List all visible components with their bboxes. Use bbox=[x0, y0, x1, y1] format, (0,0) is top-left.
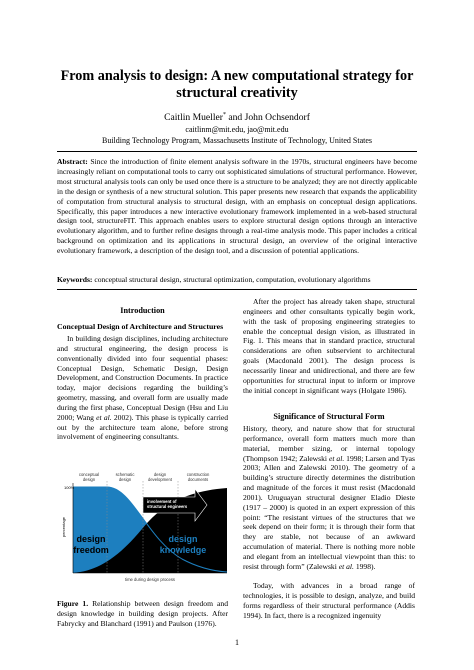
intro-text-a: In building design disciplines, including architecture and structural engineering, the design process is conventionally divided into four sequential phases: Conceptual Design, Schematic Design, Design Development, and Construction Documents. In practice today, major decisions regarding the building’s geometry, massing, and overall form are usually made during the first phase, Conceptual Design (Hsu and Liu 2000; Wang bbox=[57, 334, 228, 422]
design-freedom-label: design freedom bbox=[73, 534, 109, 555]
keywords-label: Keywords: bbox=[57, 275, 93, 284]
keywords bbox=[57, 275, 417, 285]
design-knowledge-label: design knowledge bbox=[159, 534, 207, 555]
caption-label: Figure 1. bbox=[57, 599, 89, 608]
affiliation: Building Technology Program, Massachusetts Institute of Technology, United States bbox=[101, 136, 373, 145]
author-footnote-mark: * bbox=[222, 112, 226, 118]
right-paragraph-2 bbox=[243, 424, 415, 572]
y-axis-label: percentage bbox=[61, 516, 66, 537]
intro-paragraph bbox=[57, 334, 228, 442]
top-rule bbox=[57, 151, 417, 152]
y-tick-100: 100% bbox=[64, 485, 75, 490]
phase-label-2: schematic design bbox=[115, 472, 135, 482]
author-emails: caitlinm@mit.edu, jao@mit.edu bbox=[185, 125, 289, 134]
p2-c: 1998). bbox=[353, 561, 376, 571]
p2-b: 1998; Larsen and Tyas 2003; Allen and Zalewski 2010). The geometry of a building’s structure directly determines the distribution and magnitude of the forces it must resist (Macdonald 2001). Uruguayan structural designer Eladio Dieste (1917 – 2000) is quoted in an expert expression of this point: “The resistant virtues of the structures that we seek depend on their form; it is through their form that they are stable, not because of an awkward accumulation of material. There is nothing more noble and elegant from an intellectual viewpoint than this: to resist through form” (Zalewski bbox=[243, 453, 416, 571]
figure-caption bbox=[57, 599, 228, 628]
paper-title: From analysis to design: A new computational strategy for structural creativity bbox=[60, 68, 414, 101]
intro-etal: et al. bbox=[96, 412, 112, 422]
bottom-rule bbox=[57, 289, 417, 290]
caption-text: Relationship between design freedom and design knowledge in building design projects. After Fabrycky and Blanchard (1991) and Paulson (1976). bbox=[57, 599, 228, 628]
intro-text-b: 2002). This phase is typically carried out by the architecture team alone, before strong involvement of engineering consultants. bbox=[57, 412, 228, 442]
page-number: 1 bbox=[235, 638, 239, 647]
x-axis-label: time during design process bbox=[124, 577, 176, 582]
author-2: and John Ochsendorf bbox=[225, 112, 310, 124]
section-heading-significance: Significance of Structural Form bbox=[273, 412, 385, 421]
authors bbox=[40, 112, 434, 123]
section-heading-introduction: Introduction bbox=[120, 306, 165, 315]
right-paragraph-3: Today, with advances in a broad range of technologies, it is possible to design, analyze, and build forms regardless of their structural performance (Addis 1994). In fact, there is a recognized ingenuity bbox=[243, 581, 415, 620]
subsection-heading: Conceptual Design of Architecture and Structures bbox=[57, 322, 224, 331]
right-paragraph-1: After the project has already taken shape, structural engineers and other consultants typically begin work, with the task of proposing engineering strategies to enable the conceptual design vision, as illustrated in Fig. 1. This means that in standard practice, structural considerations are often subservient to architectural goals (Macdonald 2001). The design process is necessarily linear and unidirectional, and there are few opportunities for structural input to inform or improve the initial concept in significant ways (Holgate 1986). bbox=[243, 297, 415, 395]
figure-1 bbox=[57, 472, 228, 584]
author-1: Caitlin Mueller bbox=[164, 112, 223, 124]
phase-label-4: construction documents bbox=[186, 472, 210, 482]
abstract bbox=[57, 157, 417, 256]
keywords-text: conceptual structural design, structural optimization, computation, evolutionary algorithms bbox=[92, 275, 371, 284]
p2-etal-2: et al. bbox=[338, 561, 354, 571]
p2-a: History, theory, and nature show that for structural performance, overall form matters much more than material, member sizing, or internal topology (Thompson 1942; Zalewski bbox=[243, 424, 415, 463]
p2-etal-1: et al. bbox=[328, 453, 345, 463]
abstract-label: Abstract: bbox=[57, 157, 88, 166]
phase-label-1: conceptual design bbox=[78, 472, 100, 482]
abstract-text: Since the introduction of finite element analysis software in the 1970s, structural engineers have become increasingly reliant on computational tools to carry out sophisticated simulations of structural performance. However, most structural analysis tools can only be used once there is a structure to be analyzed; they are not directly applicable in the design or synthesis of a new structural solution. This paper presents new research that expands the applicability of computation from structural analysis to structural design, with an emphasis on conceptual design applications. Specifically, this paper introduces a new interactive evolutionary framework implemented in a web-based structural design tool, structureFIT. This approach enables users to explore structural design options through an interactive evolutionary algorithm, and to further refine designs through a real-time analysis mode. This paper includes a critical background on optimization and its applications in structural design, an overview of the original interactive evolutionary framework, a description of the design tool, and a discussion of potential applications. bbox=[57, 157, 417, 256]
involvement-label: involvement of structural engineers bbox=[147, 499, 188, 509]
design-freedom-knowledge-diagram bbox=[57, 472, 228, 591]
phase-label-3: design development bbox=[148, 472, 172, 482]
